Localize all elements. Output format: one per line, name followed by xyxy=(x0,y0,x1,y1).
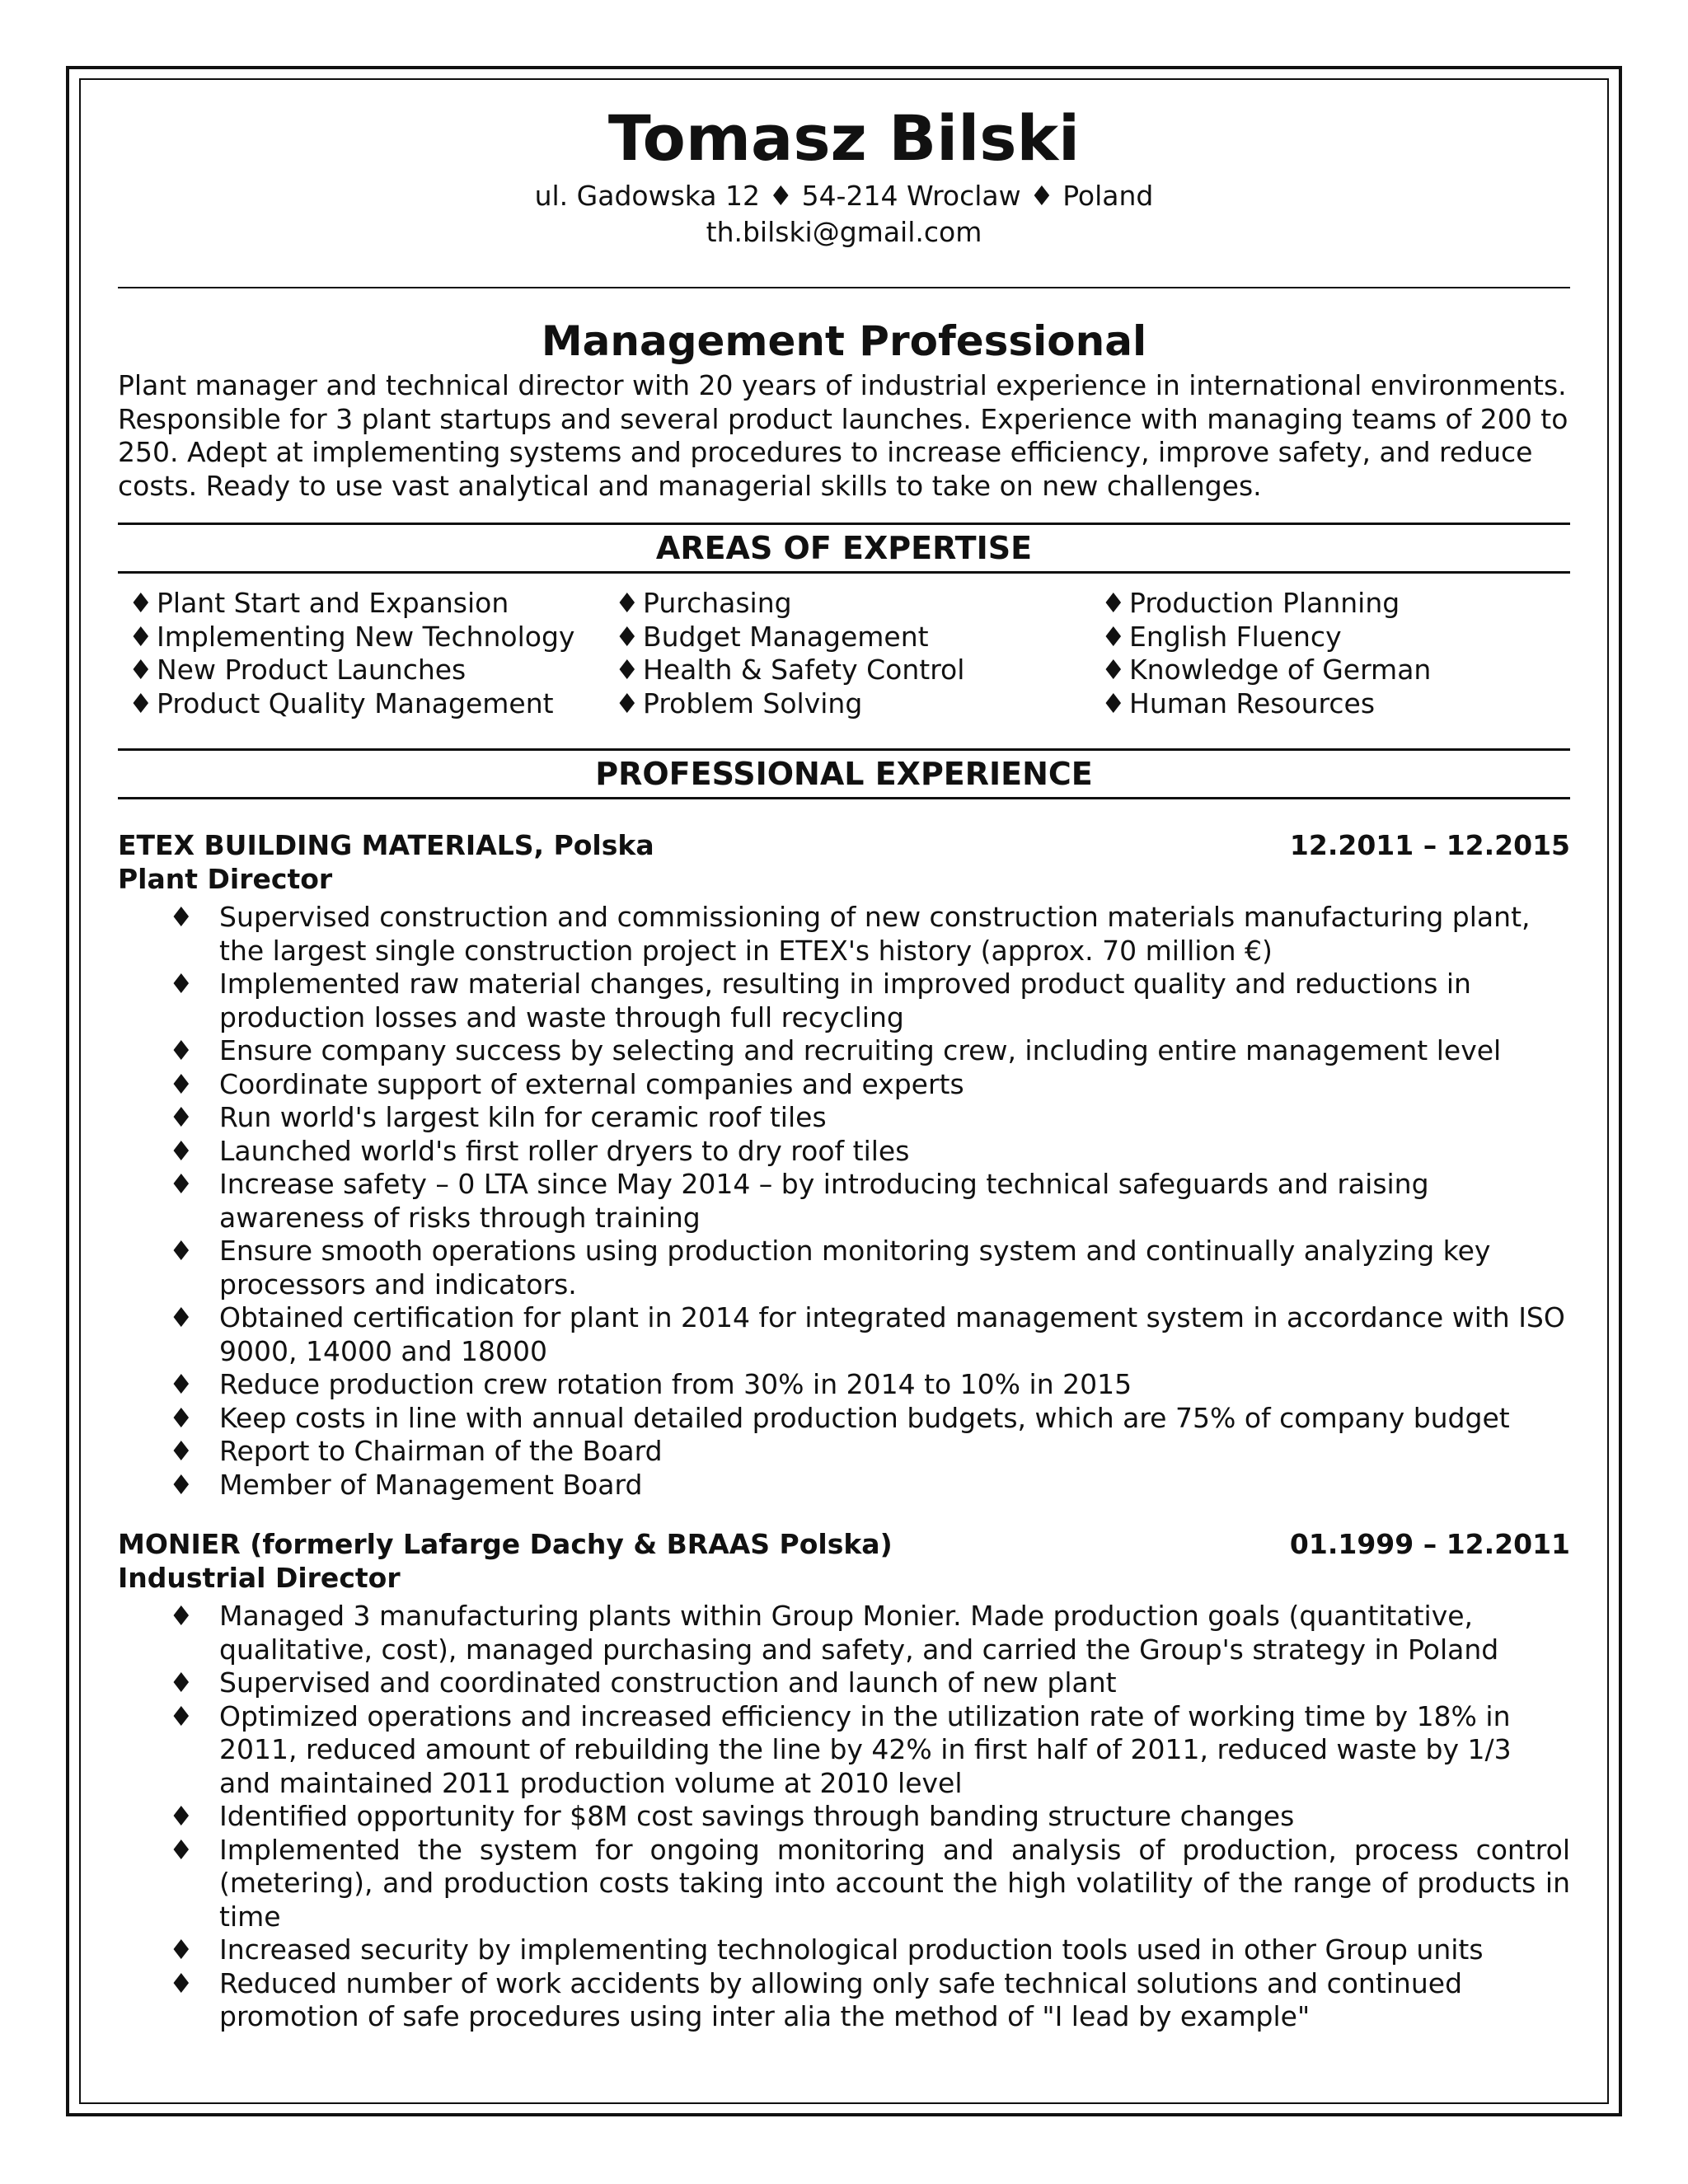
achievement-item: ♦ Ensure company success by selecting and recruiting crew, including entire management level xyxy=(169,1034,1502,1066)
achievement-item: ♦ Supervised and coordinated construction and launch of new plant xyxy=(169,1666,1117,1699)
achievement-item: ♦ Coordinate support of external companies and experts xyxy=(169,1067,964,1100)
diamond-bullet-icon: ♦ xyxy=(1101,687,1126,719)
employment-dates: 01.1999 – 12.2011 xyxy=(1289,1528,1570,1560)
company-name: ETEX BUILDING MATERIALS, Polska xyxy=(118,829,654,861)
job-position: Plant Director xyxy=(118,862,333,895)
achievement-item: ♦ Implemented the system for ongoing monitoring and analysis of production, process control (metering), and production costs taking into account the high volatility of the range of products in time xyxy=(169,1833,1570,1933)
candidate-name: Tomasz Bilski xyxy=(607,101,1081,175)
expertise-grid xyxy=(118,587,1570,720)
diamond-bullet-icon: ♦ xyxy=(169,1101,194,1133)
header-divider xyxy=(118,287,1570,288)
achievement-item: ♦ Member of Management Board xyxy=(169,1468,643,1501)
diamond-bullet-icon: ♦ xyxy=(169,1966,194,1999)
diamond-bullet-icon: ♦ xyxy=(169,1168,194,1200)
diamond-bullet-icon: ♦ xyxy=(169,1401,194,1434)
diamond-bullet-icon: ♦ xyxy=(169,1800,194,1832)
diamond-bullet-icon: ♦ xyxy=(169,1067,194,1100)
diamond-bullet-icon: ♦ xyxy=(615,620,640,653)
achievement-item: ♦ Obtained certification for plant in 2014 for integrated management system in accordance with ISO 9000, 14000 and 18000 xyxy=(169,1301,1565,1367)
resume-header xyxy=(118,99,1570,251)
diamond-bullet-icon: ♦ xyxy=(1101,587,1126,619)
diamond-bullet-icon: ♦ xyxy=(169,1468,194,1501)
expertise-title: AREAS OF EXPERTISE xyxy=(655,530,1033,566)
company-name: MONIER (formerly Lafarge Dachy & BRAAS Polska) xyxy=(118,1528,893,1560)
diamond-bullet-icon: ♦ xyxy=(169,1034,194,1066)
expertise-item: ♦ Implementing New Technology xyxy=(129,620,575,653)
diamond-bullet-icon: ♦ xyxy=(169,1666,194,1699)
achievement-item: ♦ Identified opportunity for $8M cost savings through banding structure changes xyxy=(169,1800,1295,1832)
expertise-item: ♦ Production Planning xyxy=(1101,587,1400,619)
diamond-bullet-icon: ♦ xyxy=(129,620,153,653)
expertise-item: ♦ Product Quality Management xyxy=(129,687,554,719)
diamond-bullet-icon: ♦ xyxy=(615,587,640,619)
diamond-bullet-icon: ♦ xyxy=(169,1435,194,1467)
expertise-column xyxy=(604,587,1090,720)
diamond-bullet-icon: ♦ xyxy=(169,1933,194,1966)
expertise-item: ♦ Purchasing xyxy=(615,587,792,619)
profile-summary: Plant manager and technical director with 20 years of industrial experience in international environments. Responsible for 3 plant startups and several product launches. Experience with managing teams of 200 to 250. Adept at implementing systems and procedures to increase efficiency, improve safety, and reduce costs. Ready to use vast analytical and managerial skills to take on new challenges. xyxy=(118,369,1568,502)
expertise-item: ♦ New Product Launches xyxy=(129,654,467,686)
expertise-item: ♦ English Fluency xyxy=(1101,620,1342,653)
diamond-bullet-icon: ♦ xyxy=(169,1301,194,1333)
address-line: ul. Gadowska 12 ♦ 54-214 Wroclaw ♦ Poland xyxy=(534,180,1154,212)
achievement-list xyxy=(118,1600,1570,2034)
achievement-list xyxy=(118,901,1570,1502)
diamond-bullet-icon: ♦ xyxy=(129,587,153,619)
expertise-item: ♦ Plant Start and Expansion xyxy=(129,587,509,619)
achievement-item: ♦ Supervised construction and commissioning of new construction materials manufacturing plant, the largest single construction project in ETEX's history (approx. 70 million €) xyxy=(169,901,1531,967)
expertise-column xyxy=(118,587,604,720)
diamond-bullet-icon: ♦ xyxy=(129,654,153,686)
expertise-item: ♦ Health & Safety Control xyxy=(615,654,965,686)
achievement-item: ♦ Increase safety – 0 LTA since May 2014 – by introducing technical safeguards and raising awareness of risks through training xyxy=(169,1168,1429,1234)
diamond-bullet-icon: ♦ xyxy=(169,1134,194,1167)
expertise-section-header xyxy=(118,523,1570,574)
achievement-item: ♦ Reduced number of work accidents by allowing only safe technical solutions and continued promotion of safe procedures using inter alia the method of "I lead by example" xyxy=(169,1966,1463,2032)
achievement-item: ♦ Launched world's first roller dryers to dry roof tiles xyxy=(169,1134,910,1167)
job-entry-etex xyxy=(118,829,1570,1502)
achievement-item: ♦ Reduce production crew rotation from 30% in 2014 to 10% in 2015 xyxy=(169,1368,1132,1400)
achievement-item: ♦ Managed 3 manufacturing plants within Group Monier. Made production goals (quantitative, qualitative, cost), managed purchasing and safety, and carried the Group's strategy in Poland xyxy=(169,1600,1499,1666)
achievement-item: ♦ Increased security by implementing technological production tools used in other Group units xyxy=(169,1933,1484,1966)
diamond-bullet-icon: ♦ xyxy=(169,1833,194,1866)
achievement-item: ♦ Keep costs in line with annual detailed production budgets, which are 75% of company budget xyxy=(169,1401,1510,1434)
diamond-bullet-icon: ♦ xyxy=(615,687,640,719)
achievement-item: ♦ Ensure smooth operations using production monitoring system and continually analyzing key processors and indicators. xyxy=(169,1235,1491,1301)
experience-section-header xyxy=(118,748,1570,799)
expertise-item: ♦ Knowledge of German xyxy=(1101,654,1432,686)
expertise-item: ♦ Budget Management xyxy=(615,620,929,653)
diamond-bullet-icon: ♦ xyxy=(169,901,194,933)
job-header xyxy=(118,1528,1570,1562)
email-address: th.bilski@gmail.com xyxy=(706,216,982,248)
diamond-bullet-icon: ♦ xyxy=(169,968,194,1000)
job-entry-monier xyxy=(118,1528,1570,2034)
resume-page xyxy=(118,99,1570,2034)
diamond-bullet-icon: ♦ xyxy=(169,1699,194,1732)
achievement-item: ♦ Run world's largest kiln for ceramic roof tiles xyxy=(169,1101,827,1133)
experience-title: PROFESSIONAL EXPERIENCE xyxy=(595,756,1093,792)
profile-headline: Management Professional xyxy=(541,317,1147,365)
diamond-bullet-icon: ♦ xyxy=(129,687,153,719)
diamond-bullet-icon: ♦ xyxy=(169,1368,194,1400)
diamond-bullet-icon: ♦ xyxy=(1101,620,1126,653)
achievement-item: ♦ Report to Chairman of the Board xyxy=(169,1435,663,1467)
job-header xyxy=(118,829,1570,863)
expertise-item: ♦ Problem Solving xyxy=(615,687,863,719)
diamond-bullet-icon: ♦ xyxy=(169,1600,194,1632)
expertise-item: ♦ Human Resources xyxy=(1101,687,1376,719)
diamond-bullet-icon: ♦ xyxy=(615,654,640,686)
achievement-item: ♦ Implemented raw material changes, resulting in improved product quality and reductions in production losses and waste through full recycling xyxy=(169,968,1471,1033)
job-position: Industrial Director xyxy=(118,1561,401,1594)
employment-dates: 12.2011 – 12.2015 xyxy=(1289,829,1570,861)
achievement-item: ♦ Optimized operations and increased efficiency in the utilization rate of working time by 18% in 2011, reduced amount of rebuilding the line by 42% in first half of 2011, reduced waste by 1/3 and maintained 2011 production volume at 2010 level xyxy=(169,1699,1512,1799)
diamond-bullet-icon: ♦ xyxy=(1101,654,1126,686)
diamond-bullet-icon: ♦ xyxy=(169,1235,194,1267)
expertise-column xyxy=(1090,587,1570,720)
